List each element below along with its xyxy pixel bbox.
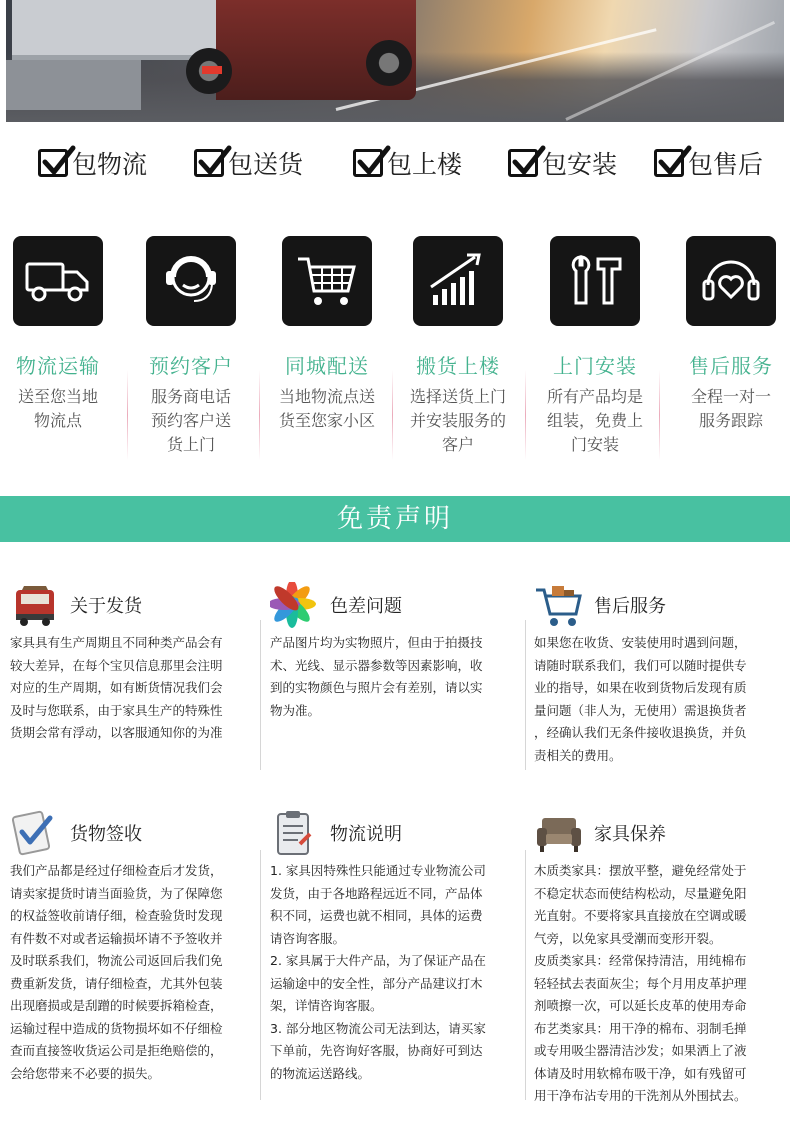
notice-line: 及时与您联系，由于家具生产的特殊性 xyxy=(10,702,223,718)
disclaimer-banner: 免责声明 xyxy=(0,496,790,542)
headset-heart-icon xyxy=(686,236,776,326)
notice-color-difference xyxy=(270,580,525,722)
notice-line: 的权益签收前请仔细，检查验货时发现 xyxy=(10,908,223,923)
notice-line: 家具具有生产周期且不同种类产品会有 xyxy=(10,635,223,650)
service-after-sales xyxy=(666,236,790,433)
service-title: 预约客户 xyxy=(149,354,233,378)
notice-line: 术、光线、显示器参数等因素影响，收 xyxy=(270,657,483,673)
divider xyxy=(525,370,526,460)
guarantee-label: 包安装 xyxy=(542,150,618,179)
rising-chart-icon xyxy=(413,236,503,326)
service-title: 上门安装 xyxy=(553,354,637,378)
delivery-truck-icon xyxy=(10,582,60,628)
notice-line: 会给您带来不必要的损失。 xyxy=(10,1065,161,1081)
clipboard-icon xyxy=(270,810,320,856)
notice-shipping xyxy=(10,580,265,745)
notice-logistics xyxy=(270,808,525,1085)
checkbox-checked-icon xyxy=(353,149,383,177)
notice-line: 责相关的费用。 xyxy=(534,747,622,763)
checkbox-checked-icon xyxy=(194,149,224,177)
notice-line: ，经确认我们无条件接收退换货，并负 xyxy=(534,725,747,740)
notice-line: 2. 家具属于大件产品，为了保证产品在 xyxy=(270,953,486,968)
notice-furniture-care xyxy=(534,808,789,1108)
guarantee-delivery xyxy=(194,145,303,181)
divider xyxy=(259,370,260,460)
service-title: 售后服务 xyxy=(689,354,773,378)
service-desc-line: 全程一对一 xyxy=(690,387,771,406)
divider xyxy=(392,370,393,460)
checkbox-checked-icon xyxy=(38,149,68,177)
guarantee-label: 包上楼 xyxy=(387,150,463,179)
service-title: 物流运输 xyxy=(16,354,100,378)
service-city-delivery xyxy=(262,236,392,433)
guarantee-logistics xyxy=(38,145,147,181)
notice-line: 出现磨损或是刮蹭的时候要拆箱检查， xyxy=(10,998,223,1013)
notice-header xyxy=(10,580,265,630)
notice-line: 请咨询客服。 xyxy=(270,930,346,946)
notice-line: 或专用吸尘器清洁沙发；如果洒上了液 xyxy=(534,1043,747,1058)
checkbox-checked-icon xyxy=(508,149,538,177)
notice-line: 光直射。不要将家具直接放在空调或暖 xyxy=(534,908,747,923)
hero-truck-photo xyxy=(6,0,784,122)
notice-line: 不稳定状态而使结构松动，尽量避免阳 xyxy=(534,885,747,901)
notice-line: 1. 家具因特殊性只能通过专业物流公司 xyxy=(270,863,486,878)
notice-body xyxy=(10,860,265,1085)
notice-line: 较大差异，在每个宝贝信息那里会注明 xyxy=(10,657,223,673)
notice-after-sales xyxy=(534,580,789,767)
notice-line: 查而直接签收货运公司是拒绝赔偿的， xyxy=(10,1043,223,1058)
guarantee-label: 包售后 xyxy=(688,150,764,179)
service-desc-line: 客户 xyxy=(441,435,474,454)
notice-line: 到的实物颜色与照片会有差别，请以实 xyxy=(270,680,483,695)
guarantee-label: 包送货 xyxy=(228,150,304,179)
service-title: 搬货上楼 xyxy=(416,354,500,378)
notice-line: 我们产品都是经过仔细检查后才发货， xyxy=(10,863,223,878)
service-guarantee-row xyxy=(0,145,790,187)
notice-line: 木质类家具：摆放平整，避免经常处于 xyxy=(534,863,747,878)
divider xyxy=(260,850,261,1100)
color-wheel-icon xyxy=(270,582,320,628)
notice-header xyxy=(534,580,789,630)
tail-light xyxy=(202,66,222,74)
checkbox-checked-icon xyxy=(654,149,684,177)
notice-header xyxy=(270,808,525,858)
service-desc xyxy=(666,385,790,433)
notice-body xyxy=(534,632,789,767)
notice-header xyxy=(534,808,789,858)
notice-line: 轻轻拭去表面灰尘；每个月用皮革护理 xyxy=(534,975,747,991)
customer-service-icon xyxy=(146,236,236,326)
notice-line: 皮质类家具：经常保持清洁，用纯棉布 xyxy=(534,953,747,968)
divider xyxy=(525,620,526,770)
service-logistics xyxy=(0,236,123,433)
divider xyxy=(127,370,128,460)
notice-header xyxy=(10,808,265,858)
service-desc-line: 服务跟踪 xyxy=(698,411,763,430)
furniture-cart-icon xyxy=(534,582,584,628)
notice-line: 费重新发货，请仔细检查，尤其外包装 xyxy=(10,975,223,991)
notice-line: 物为准。 xyxy=(270,702,321,718)
service-desc-line: 选择送货上门 xyxy=(409,387,506,406)
service-desc-line: 送至您当地 xyxy=(17,387,98,406)
tools-icon xyxy=(550,236,640,326)
guarantee-upstairs xyxy=(353,145,462,181)
sofa-icon xyxy=(534,810,584,856)
service-desc-line: 物流点 xyxy=(33,411,82,430)
notice-title: 色差问题 xyxy=(330,596,402,617)
service-desc xyxy=(0,385,123,433)
notice-line: 有件数不对或者运输损坏请不予签收并 xyxy=(10,930,223,946)
notice-line: 请卖家提货时请当面验货，为了保障您 xyxy=(10,885,223,901)
notice-title: 物流说明 xyxy=(330,824,402,845)
notice-body xyxy=(534,860,789,1108)
service-title: 同城配送 xyxy=(285,354,369,378)
notice-body xyxy=(270,860,525,1085)
notice-line: 量问题（非人为，无使用）需退换货者 xyxy=(534,702,747,718)
truck-icon xyxy=(13,236,103,326)
notice-body xyxy=(10,632,265,745)
service-desc-line: 货上门 xyxy=(166,435,215,454)
notice-line: 的物流运送路线。 xyxy=(270,1065,371,1081)
notice-title: 货物签收 xyxy=(70,824,142,845)
notice-line: 发货，由于各地路程远近不同，产品体 xyxy=(270,885,483,901)
guarantee-label: 包物流 xyxy=(72,150,148,179)
notice-header xyxy=(270,580,525,630)
service-installation xyxy=(530,236,660,457)
notice-title: 家具保养 xyxy=(594,824,666,845)
notice-line: 体请及时用软棉布吸干净，如有残留可 xyxy=(534,1065,747,1081)
guarantee-after-sales xyxy=(654,145,763,181)
sign-check-icon xyxy=(10,810,60,856)
service-desc xyxy=(126,385,256,457)
notice-line: 请随时联系我们，我们可以随时提供专 xyxy=(534,657,747,673)
notice-line: 架，详情咨询客服。 xyxy=(270,998,383,1013)
notice-line: 及时联系我们，物流公司返回后我们免 xyxy=(10,953,223,968)
service-desc-line: 并安装服务的 xyxy=(409,411,506,430)
service-desc-line: 所有产品均是 xyxy=(546,387,643,406)
notice-receipt xyxy=(10,808,265,1085)
notice-line: 产品图片均为实物照片，但由于拍摄技 xyxy=(270,635,483,650)
notice-line: 3. 部分地区物流公司无法到达，请买家 xyxy=(270,1020,486,1036)
divider xyxy=(525,850,526,1100)
service-desc-line: 门安装 xyxy=(570,435,619,454)
divider xyxy=(659,370,660,460)
notice-line: 用干净布沾专用的干洗剂从外围拭去。 xyxy=(534,1088,747,1103)
truck-wheel xyxy=(366,40,412,86)
notice-line: 货期会常有浮动，以客服通知你的为准 xyxy=(10,725,223,740)
service-desc xyxy=(262,385,392,433)
notice-title: 关于发货 xyxy=(70,596,142,617)
notice-line: 如果您在收货、安装使用时遇到问题， xyxy=(534,635,747,650)
service-desc-line: 组装，免费上 xyxy=(546,411,643,430)
service-appointment xyxy=(126,236,256,457)
service-desc xyxy=(393,385,523,457)
service-upstairs xyxy=(393,236,523,457)
guarantee-install xyxy=(508,145,617,181)
notice-body xyxy=(270,632,525,722)
notice-line: 运输途中的安全性，部分产品建议打木 xyxy=(270,975,483,991)
notice-line: 布艺类家具：用干净的棉布、羽制毛掸 xyxy=(534,1020,747,1036)
service-desc xyxy=(530,385,660,457)
notice-line: 对应的生产周期，如有断货情况我们会 xyxy=(10,680,223,695)
service-desc-line: 货至您家小区 xyxy=(278,411,375,430)
service-desc-line: 当地物流点送 xyxy=(278,387,375,406)
notice-line: 运输过程中造成的货物损坏如不仔细检 xyxy=(10,1020,223,1036)
shopping-cart-icon xyxy=(282,236,372,326)
divider xyxy=(260,620,261,770)
service-desc-line: 服务商电话 xyxy=(150,387,231,406)
service-desc-line: 预约客户送 xyxy=(150,411,231,430)
notice-line: 下单前，先咨询好客服，协商好可到达 xyxy=(270,1043,483,1058)
notice-line: 剂喷擦一次，可以延长皮革的使用寿命 xyxy=(534,998,747,1013)
truck-body xyxy=(6,60,141,110)
notice-title: 售后服务 xyxy=(594,596,666,617)
notice-line: 积不同，运费也就不相同，具体的运费 xyxy=(270,908,483,923)
notice-line: 业的指导，如果在收到货物后发现有质 xyxy=(534,680,747,695)
notice-line: 气旁，以免家具受潮而变形开裂。 xyxy=(534,930,722,946)
